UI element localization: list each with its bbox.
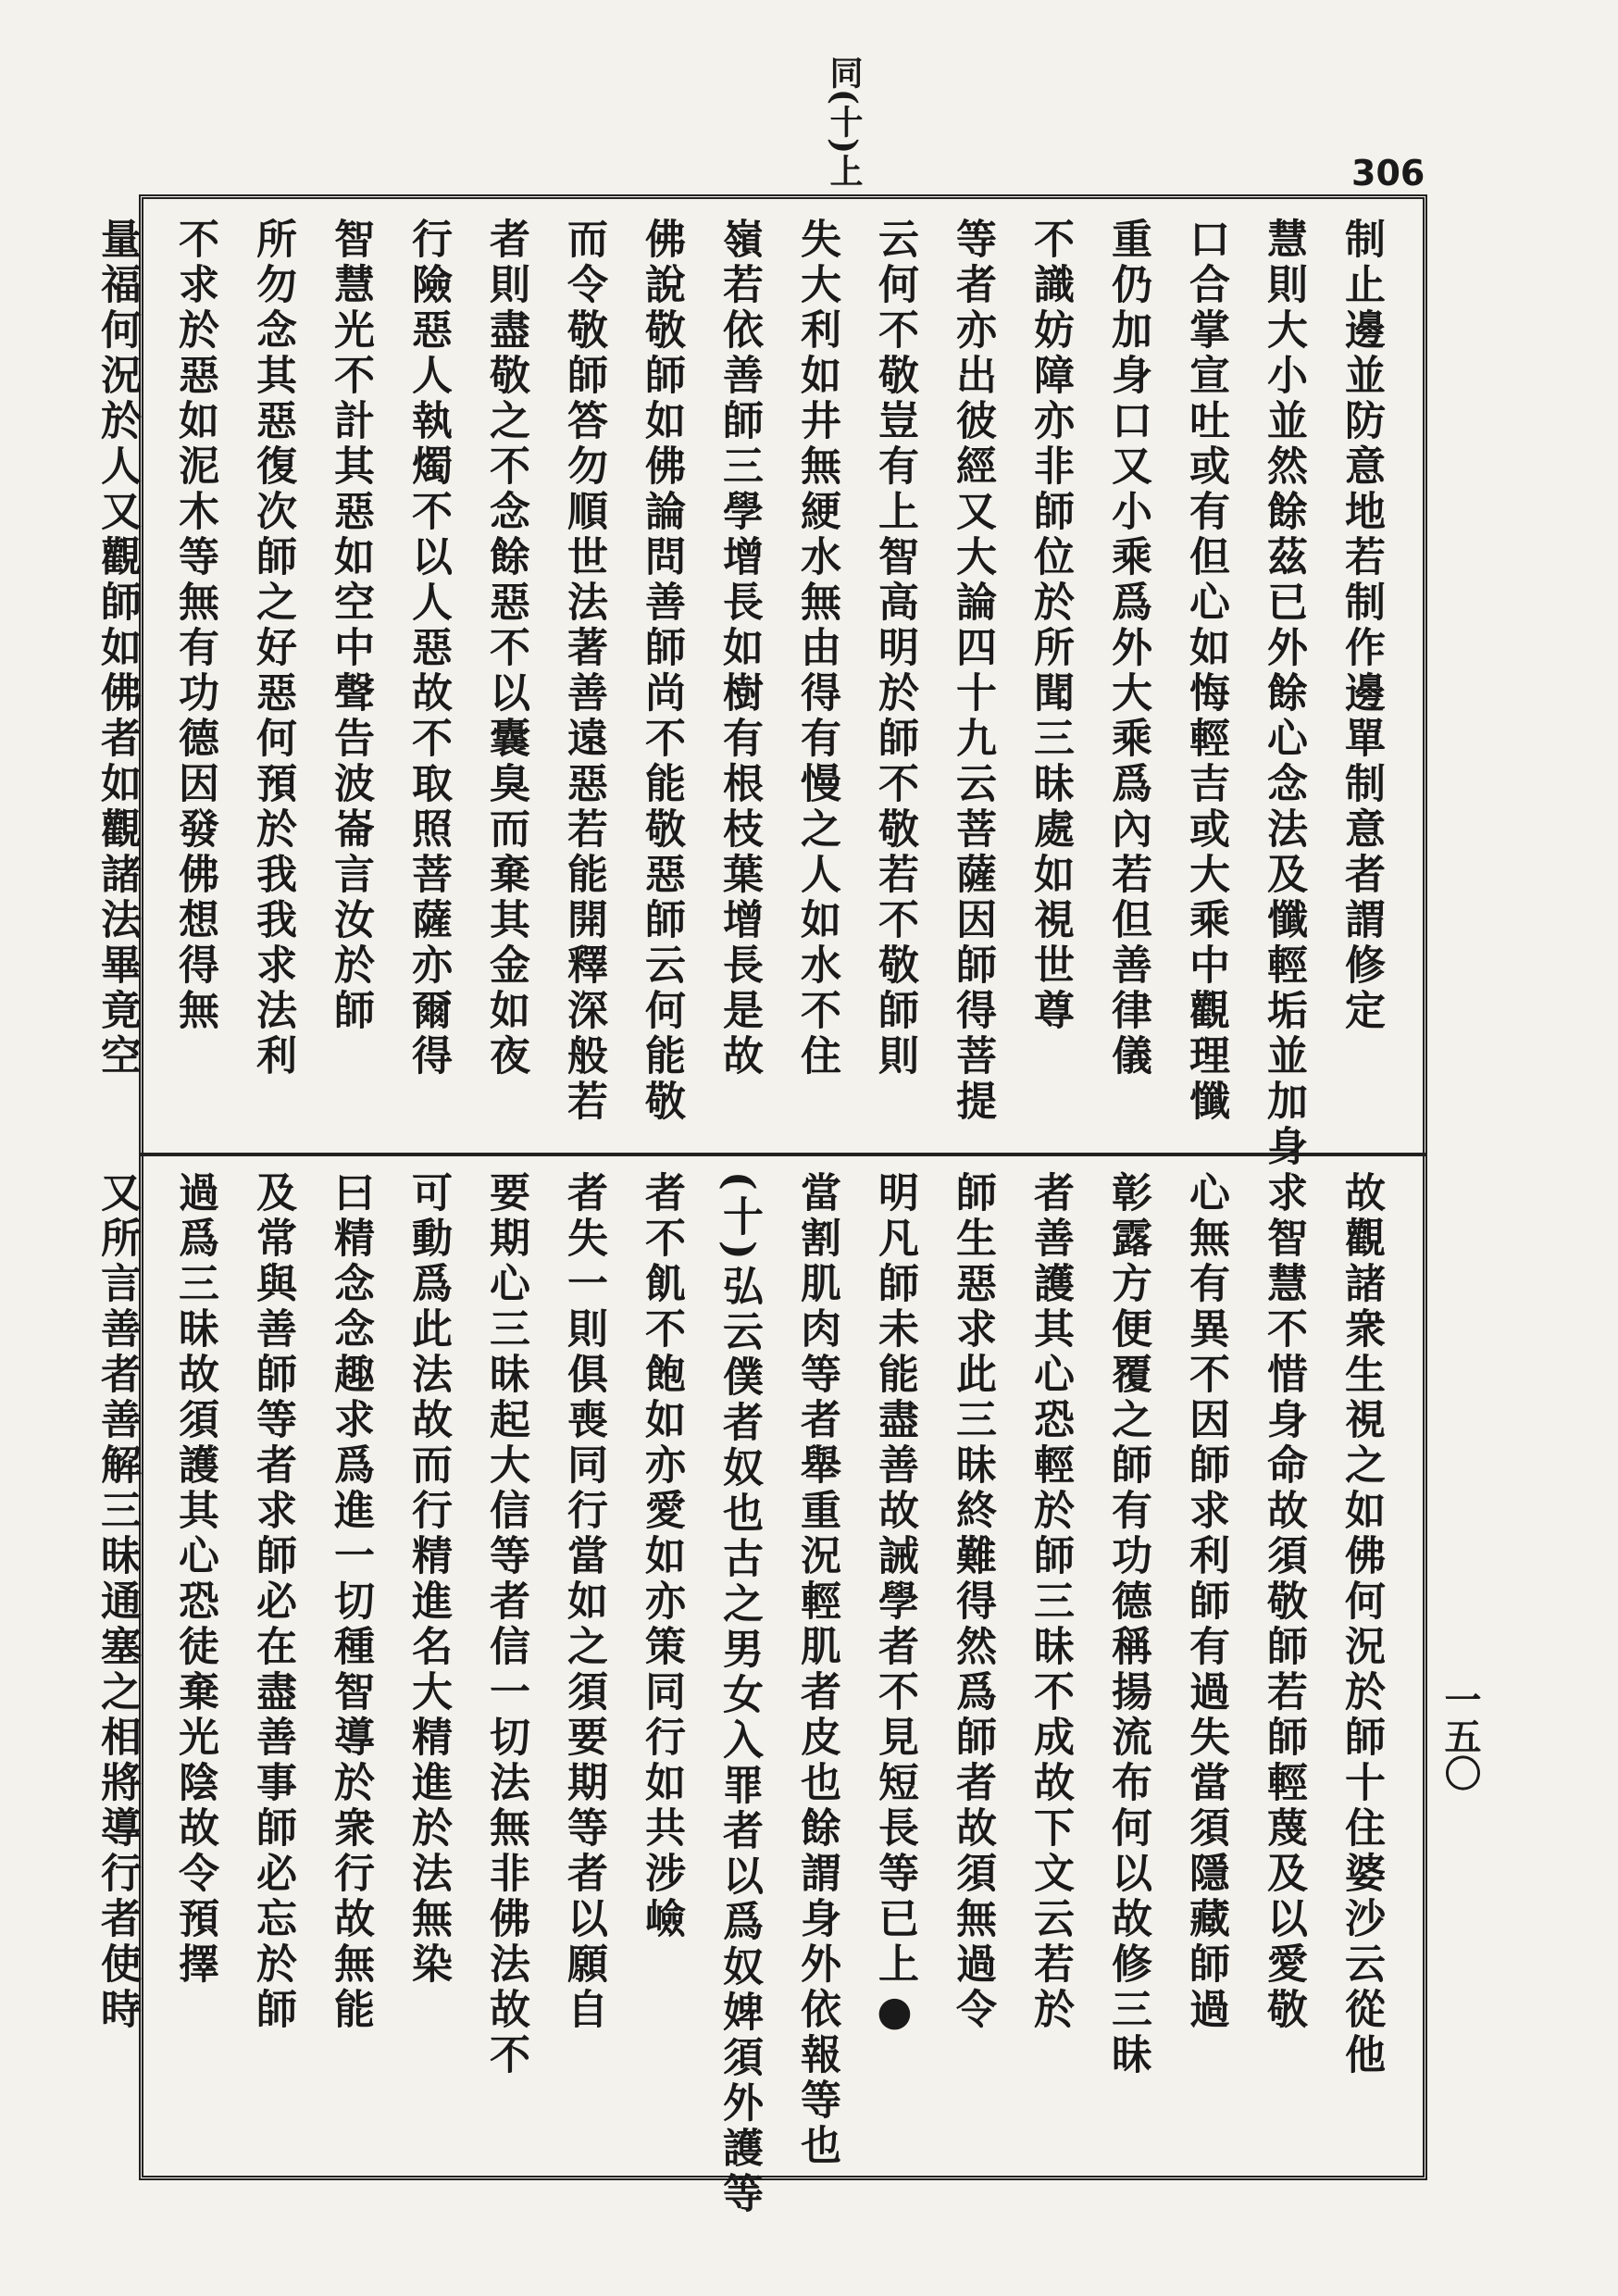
text-column: 失大利如井無綆水無由得有慢之人如水不住 [793, 218, 840, 1079]
text-column: 口合掌宣吐或有但心如悔輕吉或大乘中觀理懺 [1182, 218, 1229, 1125]
text-column: 求智慧不惜身命故須敬師若師輕蔑及以愛敬 [1260, 1171, 1307, 2033]
margin-page-label: 一五〇 [1438, 1680, 1482, 1791]
text-column: 者善護其心恐輕於師三昧不成故下文云若於 [1027, 1171, 1074, 2033]
text-column: 過爲三昧故須護其心恐徒棄光陰故令預擇 [171, 1171, 218, 1988]
text-column: 者不飢不飽如亦愛如亦策同行如共涉嶮 [638, 1171, 685, 1942]
register-divider [139, 1153, 1427, 1156]
text-column: (十)弘云僕者奴也古之男女入罪者以爲奴婢須外護等 [716, 1171, 763, 2217]
header-note: 同(十)上 [825, 56, 864, 188]
text-column: 可動爲此法故而行精進名大精進於法無染 [404, 1171, 452, 1988]
text-column: 重仍加身口又小乘爲外大乘爲內若但善律儀 [1104, 218, 1151, 1079]
text-column: 而令敬師答勿順世法著善遠惡若能開釋深般若 [560, 218, 607, 1125]
text-column: 當割肌肉等者舉重況輕肌者皮也餘謂身外依報等也 [793, 1171, 840, 2169]
text-column: 量福何況於人又觀師如佛者如觀諸法畢竟空 [93, 218, 141, 1079]
lower-register [93, 1162, 1427, 2217]
text-column: 及常與善師等者求師必在盡善事師必忘於師 [249, 1171, 296, 2033]
text-column: 彰露方便覆之師有功德稱揚流布何以故修三昧 [1104, 1171, 1151, 2078]
text-column: 智慧光不計其惡如空中聲告波崙言汝於師 [327, 218, 374, 1034]
text-column: 者則盡敬之不念餘惡不以囊臭而棄其金如夜 [482, 218, 529, 1079]
text-column: 行險惡人執燭不以人惡故不取照菩薩亦爾得 [404, 218, 452, 1079]
text-column: 慧則大小並然餘茲已外餘心念法及懺輕垢並加身 [1260, 218, 1307, 1170]
text-column: 明凡師未能盡善故誡學者不見短長等已上● [871, 1171, 918, 2040]
text-column: 制止邊並防意地若制作邊單制意者謂修定 [1338, 218, 1385, 1034]
text-column: 心無有異不因師求利師有過失當須隱藏師過 [1182, 1171, 1229, 2033]
text-column: 者失一則俱喪同行當如之須要期等者以願自 [560, 1171, 607, 2033]
text-column: 嶺若依善師三學增長如樹有根枝葉增長是故 [716, 218, 763, 1079]
text-column: 云何不敬豈有上智高明於師不敬若不敬師則 [871, 218, 918, 1079]
text-column: 故觀諸衆生視之如佛何況於師十住婆沙云從他 [1338, 1171, 1385, 2078]
text-column: 不求於惡如泥木等無有功德因發佛想得無 [171, 218, 218, 1034]
text-column: 佛說敬師如佛論問善師尚不能敬惡師云何能敬 [638, 218, 685, 1125]
upper-register [93, 208, 1427, 1170]
text-column: 要期心三昧起大信等者信一切法無非佛法故不 [482, 1171, 529, 2078]
text-column: 等者亦出彼經又大論四十九云菩薩因師得菩提 [949, 218, 996, 1125]
text-column: 又所言善者善解三昧通塞之相將導行者使時 [93, 1171, 141, 2033]
page-number: 306 [1351, 153, 1425, 193]
text-column: 曰精念念趣求爲進一切種智導於衆行故無能 [327, 1171, 374, 2033]
text-column: 師生惡求此三昧終難得然爲師者故須無過令 [949, 1171, 996, 2033]
text-column: 所勿念其惡復次師之好惡何預於我我求法利 [249, 218, 296, 1079]
text-column: 不識妨障亦非師位於所聞三昧處如視世尊 [1027, 218, 1074, 1034]
